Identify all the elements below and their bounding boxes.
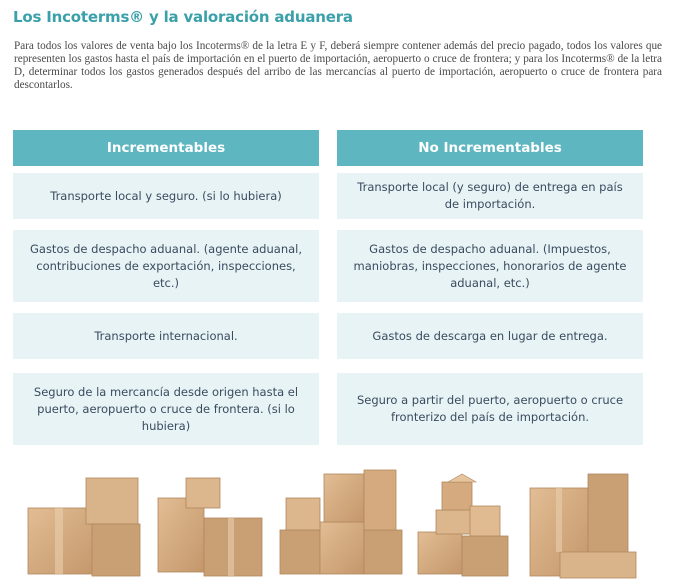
- cardboard-boxes-icon: [28, 478, 140, 576]
- incrementables-item: Seguro de la mercancía desde origen hasta el puerto, aeropuerto o cruce de frontera. (si lo hubiera): [13, 373, 319, 445]
- no-incrementables-item: Seguro a partir del puerto, aeropuerto o cruce fronterizo del país de importación.: [337, 373, 643, 445]
- cardboard-boxes-icon: [158, 478, 262, 576]
- no-incrementables-item: Transporte local (y seguro) de entrega en país de importación.: [337, 173, 643, 219]
- incrementables-header: Incrementables: [13, 130, 319, 166]
- cardboard-boxes-illustration: [0, 460, 675, 588]
- no-incrementables-item: Gastos de descarga en lugar de entrega.: [337, 313, 643, 359]
- cardboard-boxes-icon: [530, 474, 636, 578]
- incrementables-item: Transporte internacional.: [13, 313, 319, 359]
- no-incrementables-column: [337, 130, 643, 424]
- no-incrementables-header: No Incrementables: [337, 130, 643, 166]
- incrementables-item: Transporte local y seguro. (si lo hubiera): [13, 173, 319, 219]
- no-incrementables-item: Gastos de despacho aduanal. (Impuestos, maniobras, inspecciones, honorarios de agente aduanal, etc.): [337, 230, 643, 302]
- cardboard-boxes-icon: [280, 470, 402, 574]
- incrementables-column: [13, 130, 319, 433]
- page-title: Los Incoterms® y la valoración aduanera: [13, 8, 353, 26]
- cardboard-boxes-icon: [418, 474, 508, 576]
- intro-paragraph: Para todos los valores de venta bajo los Incoterms® de la letra E y F, deberá siempre contener además del precio pagado, todos los valores que representen los gastos hasta el país de importación en el puerto de importación, aeropuerto o cruce de frontera; y para los Incoterms® de la letra D, determinar todos los gastos generados después del arribo de las mercancías al puerto de importación, aeropuerto o cruce de frontera para descontarlos.: [14, 40, 662, 91]
- incrementables-item: Gastos de despacho aduanal. (agente aduanal, contribuciones de exportación, inspecciones, etc.): [13, 230, 319, 302]
